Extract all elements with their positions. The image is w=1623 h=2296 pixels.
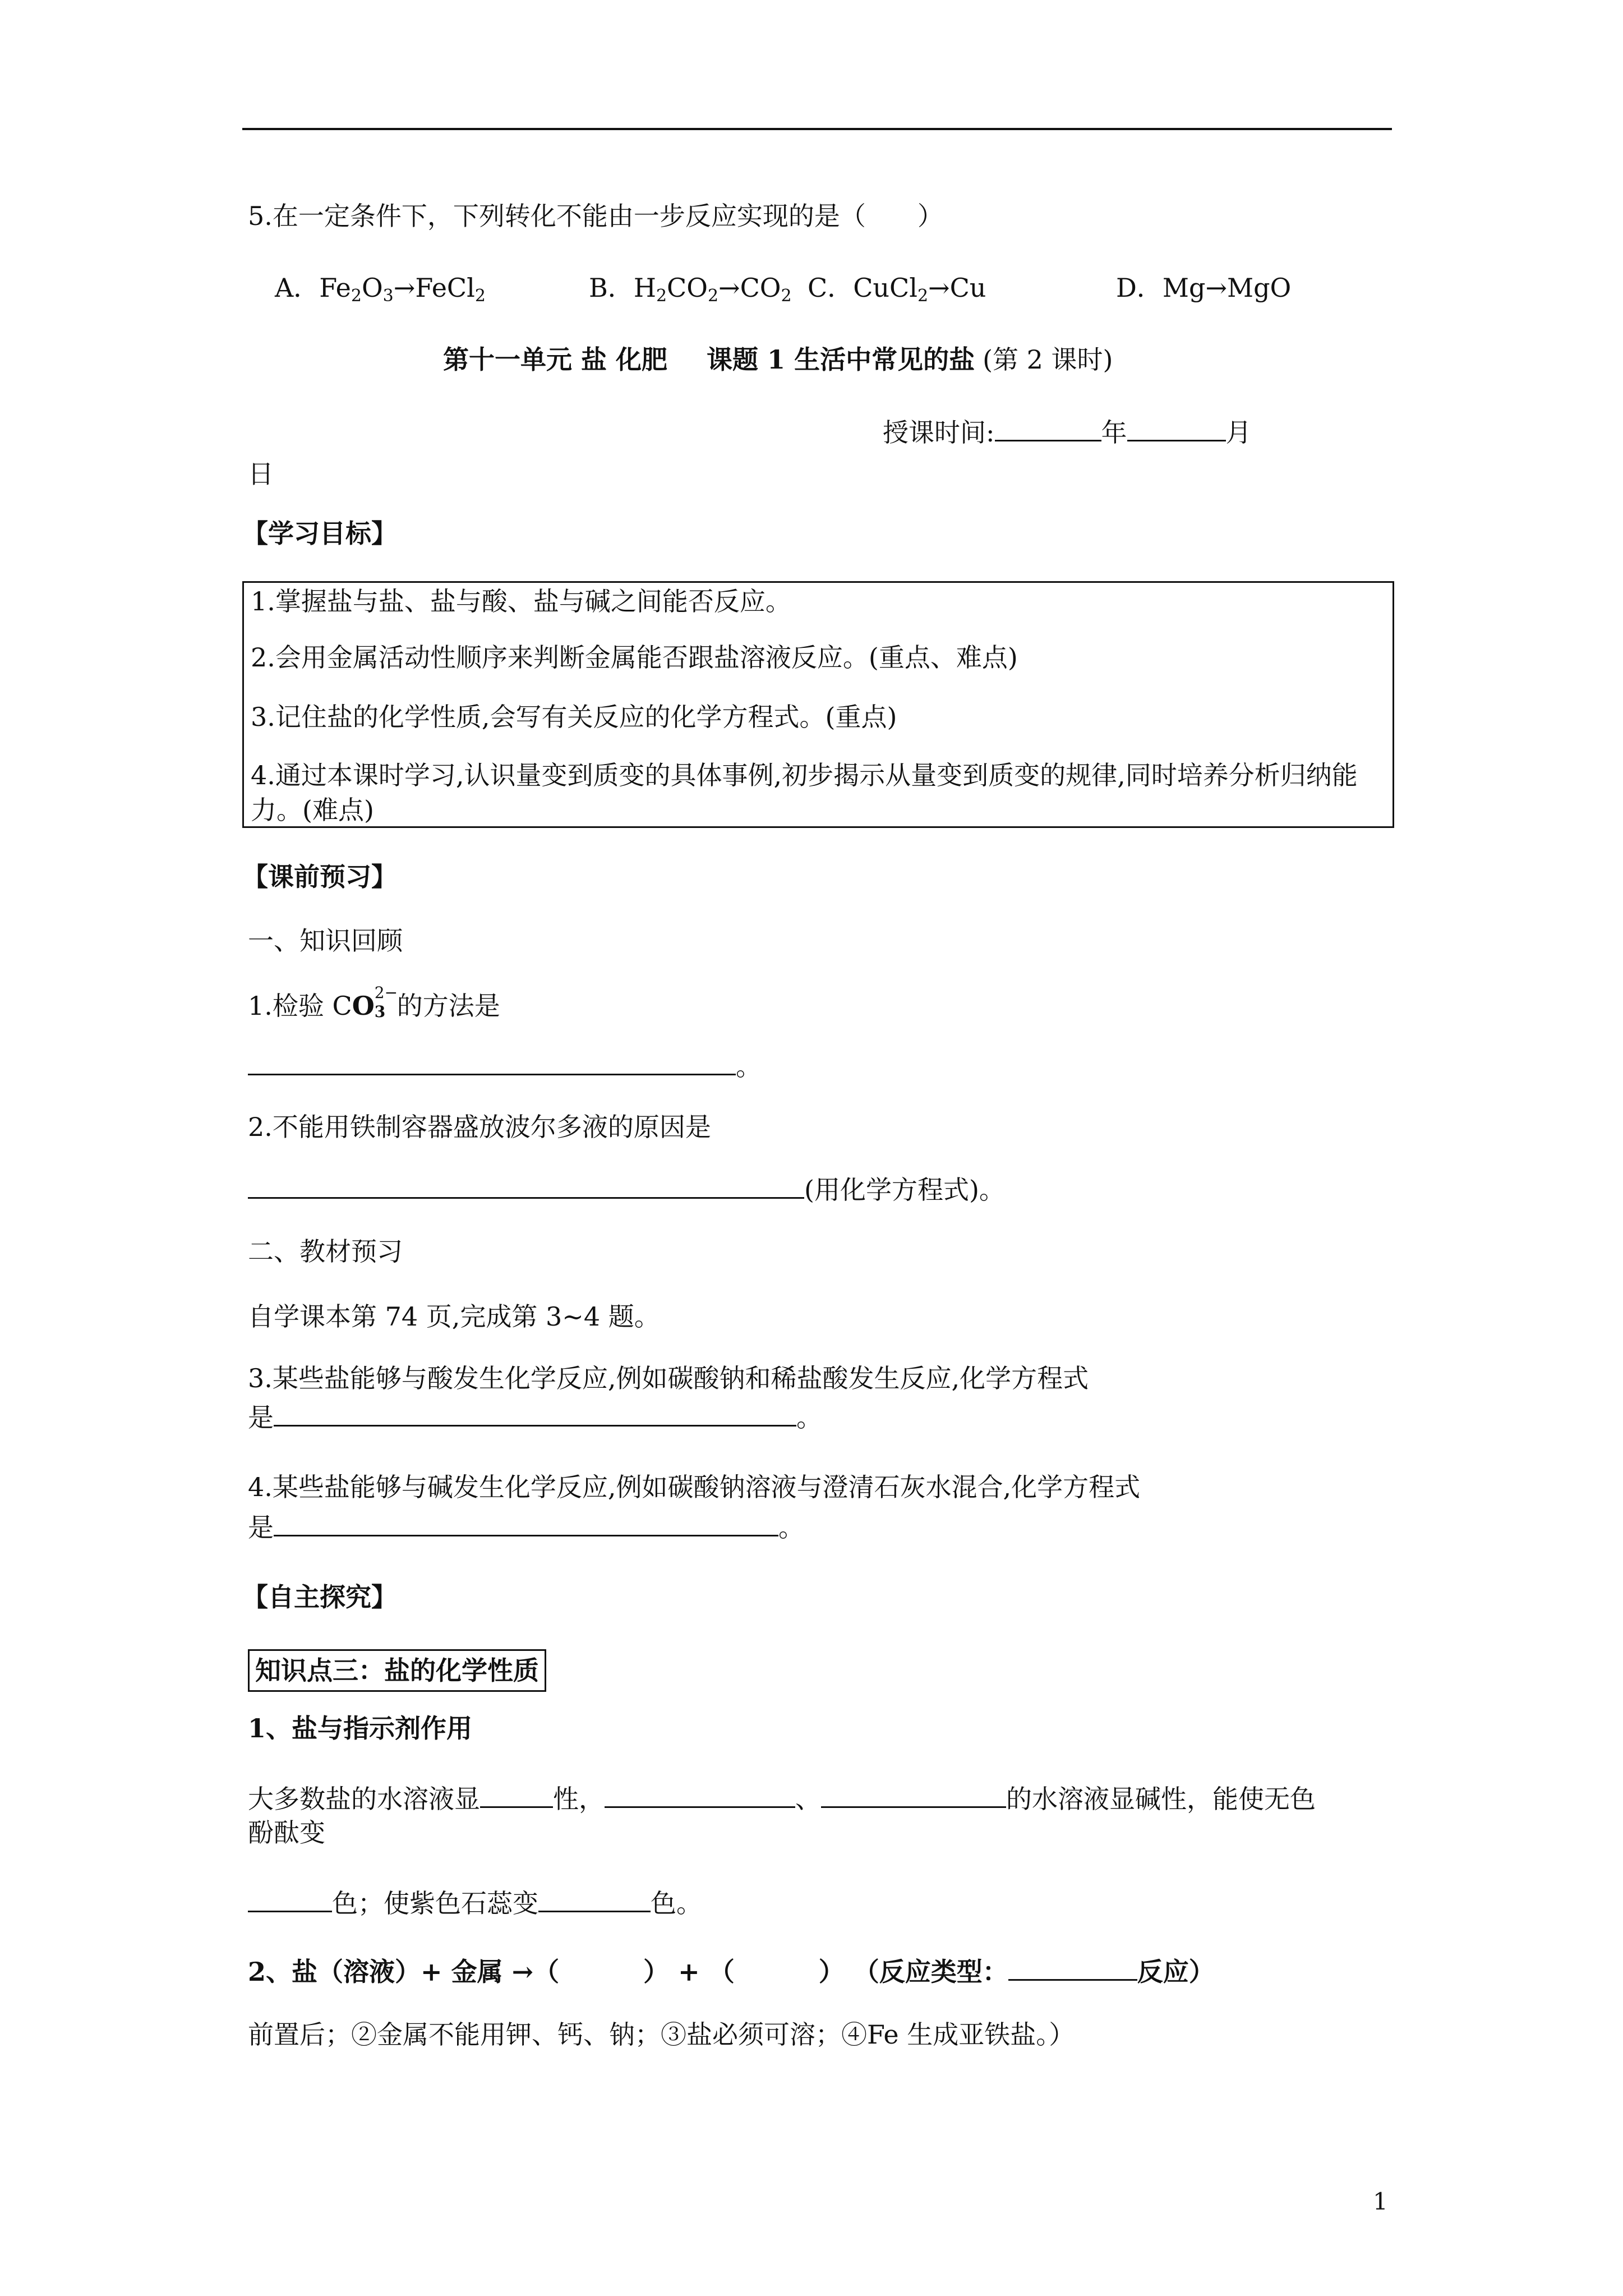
preview-q2-answer: (用化学方程式)。 bbox=[248, 1172, 1005, 1205]
q5-option-c: C．CuCl2→Cu bbox=[808, 273, 986, 306]
knowledge-point-box: 知识点三：盐的化学性质 bbox=[248, 1649, 546, 1692]
goals-box bbox=[242, 581, 1394, 828]
goals-heading: 【学习目标】 bbox=[242, 518, 397, 549]
q5-stem: 5.在一定条件下，下列转化不能由一步反应实现的是（ ） bbox=[248, 201, 943, 231]
arrow-icon: → bbox=[928, 273, 950, 303]
section1-title: 1、盐与指示剂作用 bbox=[248, 1713, 473, 1743]
selfstudy-note: 自学课本第 74 页,完成第 3~4 题。 bbox=[248, 1301, 660, 1332]
goal-item: 4.通过本课时学习,认识量变到质变的具体事例,初步揭示从量变到质变的规律,同时培养分析归纳能力。(难点) bbox=[251, 760, 1358, 825]
q5-option-a: A．Fe2O3→FeCl2 bbox=[275, 273, 486, 306]
goal-item: 3.记住盐的化学性质,会写有关反应的化学方程式。(重点) bbox=[251, 702, 897, 732]
section2-title: 2、盐（溶液）+ 金属 →（ ） + （ ） （反应类型： 反应） bbox=[248, 1954, 1215, 1987]
preview-q1: 1.检验 CO 2− 3 的方法是 bbox=[248, 983, 500, 1021]
date-day: 日 bbox=[248, 459, 274, 489]
preview-q3: 3.某些盐能够与酸发生化学反应,例如碳酸钠和稀盐酸发生反应,化学方程式 bbox=[248, 1363, 1089, 1393]
section1-line1: 大多数盐的水溶液显 性， 、 的水溶液显碱性，能使无色 bbox=[248, 1782, 1316, 1815]
preview-q3-answer: 是 。 bbox=[248, 1400, 822, 1433]
preview-heading: 【课前预习】 bbox=[242, 862, 397, 892]
arrow-icon: → bbox=[718, 273, 740, 303]
goal-item: 2.会用金属活动性顺序来判断金属能否跟盐溶液反应。(重点、难点) bbox=[251, 642, 1018, 673]
q5-option-d: D．Mg→MgO bbox=[1116, 273, 1292, 303]
section1-line2: 酚酞变 bbox=[248, 1818, 325, 1848]
preview-q4-answer: 是 。 bbox=[248, 1510, 804, 1543]
arrow-icon: → bbox=[1205, 273, 1227, 303]
page-number: 1 bbox=[1373, 2188, 1388, 2215]
review-title: 一、知识回顾 bbox=[248, 926, 403, 956]
section2-note: 前置后；②金属不能用钾、钙、钠；③盐必须可溶；④Fe 生成亚铁盐。） bbox=[248, 2019, 1075, 2050]
section1-line3: 色；使紫色石蕊变 色。 bbox=[248, 1886, 702, 1919]
header-rule bbox=[242, 128, 1392, 130]
preview-q1-answer: 。 bbox=[248, 1049, 762, 1082]
date-line: 授课时间: 年 月 bbox=[883, 415, 1252, 448]
textbook-title: 二、教材预习 bbox=[248, 1236, 403, 1267]
preview-q2: 2.不能用铁制容器盛放波尔多液的原因是 bbox=[248, 1112, 711, 1142]
goal-item: 1.掌握盐与盐、盐与酸、盐与碱之间能否反应。 bbox=[251, 586, 791, 616]
preview-q4: 4.某些盐能够与碱发生化学反应,例如碳酸钠溶液与澄清石灰水混合,化学方程式 bbox=[248, 1472, 1141, 1502]
arrow-icon: → bbox=[393, 273, 416, 303]
explore-heading: 【自主探究】 bbox=[242, 1582, 397, 1612]
q5-option-b: B．H2CO2→CO2 bbox=[589, 273, 792, 306]
lesson-title: 第十一单元 盐 化肥 课题 1 生活中常见的盐 (第 2 课时) bbox=[443, 344, 1113, 375]
